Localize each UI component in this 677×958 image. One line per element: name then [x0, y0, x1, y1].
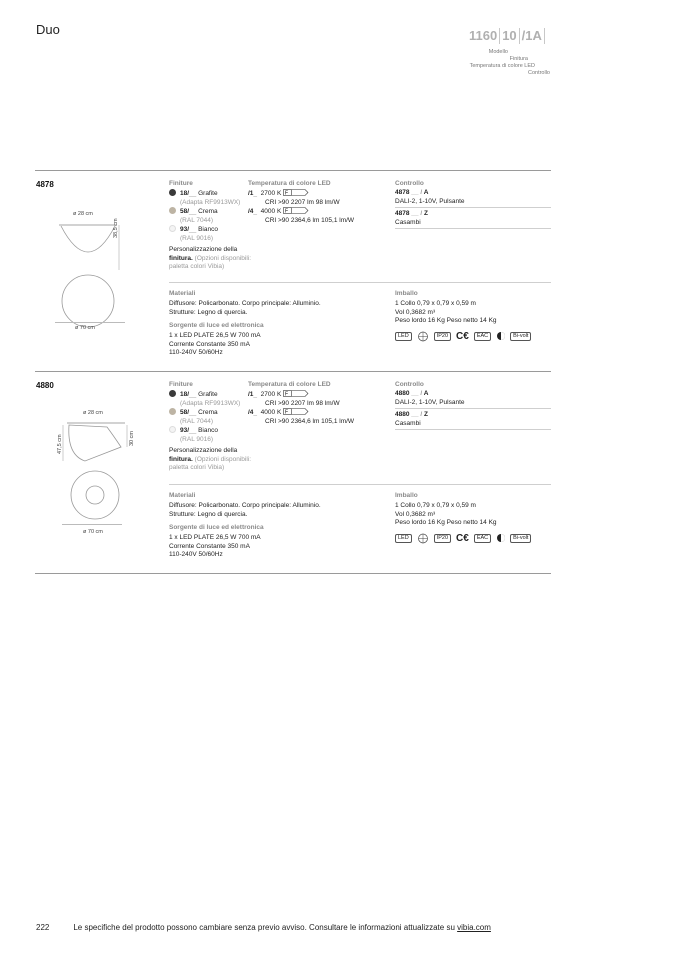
bivolt-badge: Bi-volt — [510, 534, 531, 543]
custom-finish-note: paletta colori Vibia) — [169, 464, 225, 471]
custom-finish-text: Personalizzazione della — [169, 447, 238, 454]
dimension-bottom-diameter: ø 70 cm — [75, 325, 95, 331]
finish-item: 93/__ Bianco — [169, 225, 251, 235]
custom-finish-text: finitura. (Opzioni disponibili: — [169, 254, 252, 262]
custom-finish-note: paletta colori Vibia) — [169, 263, 225, 270]
packaging-line: Peso lordo 16 Kg Peso netto 14 Kg — [395, 519, 497, 526]
globe-icon — [417, 533, 429, 544]
finish-item: 58/__ Crema — [169, 408, 251, 418]
page-number: 222 — [36, 923, 50, 932]
materials-header: Materiali — [169, 492, 196, 499]
control-description: DALI-2, 1-10V, Pulsante — [395, 197, 465, 205]
finish-item: 58/__ Crema — [169, 207, 251, 217]
temperature-specs: CRI >90 2364,6 lm 105,1 lm/W — [265, 417, 355, 425]
finishes-header: Finiture — [169, 381, 193, 388]
finish-item: 93/__ Bianco — [169, 426, 251, 436]
led-badge: LED — [395, 534, 412, 543]
ip20-badge: IP20 — [434, 534, 451, 543]
legend-label-control: Controllo — [527, 70, 550, 76]
materials-header: Materiali — [169, 290, 196, 297]
svg-text:F: F — [285, 391, 289, 397]
led-badge: LED — [395, 332, 412, 341]
energy-label-icon — [283, 207, 309, 214]
page-title: Duo — [36, 22, 60, 37]
source-line: 110-240V 50/60Hz — [169, 551, 223, 558]
temperature-column — [248, 180, 354, 225]
finish-note: (RAL 7044) — [180, 216, 213, 224]
finish-note: (RAL 9016) — [180, 234, 213, 242]
source-line: 110-240V 50/60Hz — [169, 349, 223, 356]
bivolt-badge: Bi-volt — [510, 332, 531, 341]
finish-note: (Adapta RF9913WX) — [180, 399, 241, 407]
temperature-option: /1_ 2700 K F — [248, 390, 354, 400]
certifications — [395, 331, 536, 342]
control-code: 4878 __ / A — [395, 189, 429, 196]
control-column — [395, 381, 551, 430]
finishes-column — [169, 381, 251, 473]
eac-badge: EAC — [474, 534, 491, 543]
dimension-bottom-diameter: ø 70 cm — [83, 529, 103, 535]
source-header: Sorgente di luce ed elettronica — [169, 322, 264, 329]
legend-code-control: /1A — [520, 28, 545, 44]
globe-icon — [417, 331, 429, 342]
eac-badge: EAC — [474, 332, 491, 341]
control-code: 4880 __ / Z — [395, 411, 428, 418]
vibia-link[interactable]: vibia.com — [457, 923, 491, 932]
code-legend — [445, 28, 550, 78]
svg-text:F: F — [285, 409, 289, 415]
custom-finish-text: Personalizzazione della — [169, 246, 238, 253]
swatch-bianco — [169, 426, 176, 433]
packaging-header: Imballo — [395, 492, 418, 499]
ce-mark-icon: C€ — [456, 330, 469, 342]
finish-item: 18/__ Grafite — [169, 390, 251, 400]
packaging-line: Vol 0,3682 m³ — [395, 510, 436, 518]
temperature-option: /1_ 2700 K F — [248, 189, 354, 199]
control-header: Controllo — [395, 180, 424, 187]
svg-text:F: F — [285, 208, 289, 214]
source-line: Corrente Constante 350 mA — [169, 340, 250, 348]
control-code: 4878 __ / Z — [395, 210, 428, 217]
packaging-line: 1 Collo 0,79 x 0,79 x 0,59 m — [395, 502, 476, 509]
product-drawing — [55, 408, 150, 543]
packaging-header: Imballo — [395, 290, 418, 297]
lamp-illustration — [55, 417, 150, 537]
swatch-grafite — [169, 390, 176, 397]
drawing-baseline — [55, 322, 125, 323]
control-description: DALI-2, 1-10V, Pulsante — [395, 398, 465, 406]
swatch-grafite — [169, 189, 176, 196]
subsection-divider — [169, 282, 551, 283]
lamp-illustration — [55, 218, 145, 333]
source-line: 1 x LED PLATE 26,5 W 700 mA — [169, 332, 261, 339]
materials-line: Diffusore: Policarbonato. Corpo principale: Alluminio. — [169, 300, 321, 307]
temperature-option: /4_ 4000 K F — [248, 207, 354, 217]
section-divider — [35, 371, 551, 372]
product-code: 4878 — [36, 180, 54, 189]
swatch-crema — [169, 408, 176, 415]
ip20-badge: IP20 — [434, 332, 451, 341]
product-drawing — [55, 208, 145, 338]
temperature-specs: CRI >90 2364,6 lm 105,1 lm/W — [265, 216, 355, 224]
dimmable-icon — [496, 533, 506, 543]
source-line: Corrente Constante 350 mA — [169, 542, 250, 550]
materials-block — [169, 290, 321, 358]
dimension-shade-height: 30 cm — [129, 431, 135, 446]
legend-label-temperature: Temperatura di colore LED — [469, 63, 535, 69]
ce-mark-icon: C€ — [456, 532, 469, 544]
finish-note: (Adapta RF9913WX) — [180, 198, 241, 206]
section-divider — [35, 573, 551, 574]
source-line: 1 x LED PLATE 26,5 W 700 mA — [169, 534, 261, 541]
legend-label-model: Modello — [488, 49, 508, 55]
custom-finish-text: finitura. (Opzioni disponibili: — [169, 455, 252, 463]
product-code: 4880 — [36, 381, 54, 390]
dimension-top-diameter: ø 28 cm — [83, 410, 103, 416]
dimmable-icon — [496, 331, 506, 341]
temperature-specs: CRI >90 2207 lm 98 lm/W — [265, 399, 340, 407]
energy-label-icon — [283, 189, 309, 196]
materials-line: Diffusore: Policarbonato. Corpo principale: Alluminio. — [169, 502, 321, 509]
subsection-divider — [169, 484, 551, 485]
certifications — [395, 533, 536, 544]
packaging-block — [395, 290, 536, 342]
packaging-block — [395, 492, 536, 544]
temperature-specs: CRI >90 2207 lm 98 lm/W — [265, 198, 340, 206]
drawing-baseline — [62, 524, 122, 525]
section-divider — [35, 170, 551, 171]
finish-item: 18/__ Grafite — [169, 189, 251, 199]
control-description: Casambi — [395, 218, 421, 226]
control-description: Casambi — [395, 419, 421, 427]
swatch-crema — [169, 207, 176, 214]
temperature-header: Temperatura di colore LED — [248, 180, 331, 187]
finishes-header: Finiture — [169, 180, 193, 187]
materials-line: Strutture: Legno di quercia. — [169, 510, 248, 518]
finish-note: (RAL 9016) — [180, 435, 213, 443]
legend-codes — [467, 28, 545, 44]
dimension-top-diameter: ø 28 cm — [73, 211, 93, 217]
packaging-line: Vol 0,3682 m³ — [395, 308, 436, 316]
finishes-column — [169, 180, 251, 272]
source-header: Sorgente di luce ed elettronica — [169, 524, 264, 531]
temperature-option: /4_ 4000 K F — [248, 408, 354, 418]
dimension-height: 38,5 cm — [113, 218, 119, 238]
legend-label-finish: Finitura — [509, 56, 528, 62]
control-column — [395, 180, 551, 229]
control-code: 4880 __ / A — [395, 390, 429, 397]
energy-label-icon — [283, 390, 309, 397]
finish-note: (RAL 7044) — [180, 417, 213, 425]
temperature-column — [248, 381, 354, 426]
energy-label-icon — [283, 408, 309, 415]
temperature-header: Temperatura di colore LED — [248, 381, 331, 388]
legend-code-finish: 10 — [500, 28, 519, 44]
dimension-total-height: 47,5 cm — [57, 434, 63, 454]
page-footer — [36, 923, 491, 932]
disclaimer-text: Le specifiche del prodotto possono cambiare senza previo avviso. Consultare le informazioni attualizzate su — [73, 923, 458, 932]
materials-block — [169, 492, 321, 560]
control-header: Controllo — [395, 381, 424, 388]
packaging-line: 1 Collo 0,79 x 0,79 x 0,59 m — [395, 300, 476, 307]
materials-line: Strutture: Legno di quercia. — [169, 308, 248, 316]
svg-text:F: F — [285, 190, 289, 196]
swatch-bianco — [169, 225, 176, 232]
legend-code-model: 1160 — [467, 28, 500, 44]
packaging-line: Peso lordo 16 Kg Peso netto 14 Kg — [395, 317, 497, 324]
